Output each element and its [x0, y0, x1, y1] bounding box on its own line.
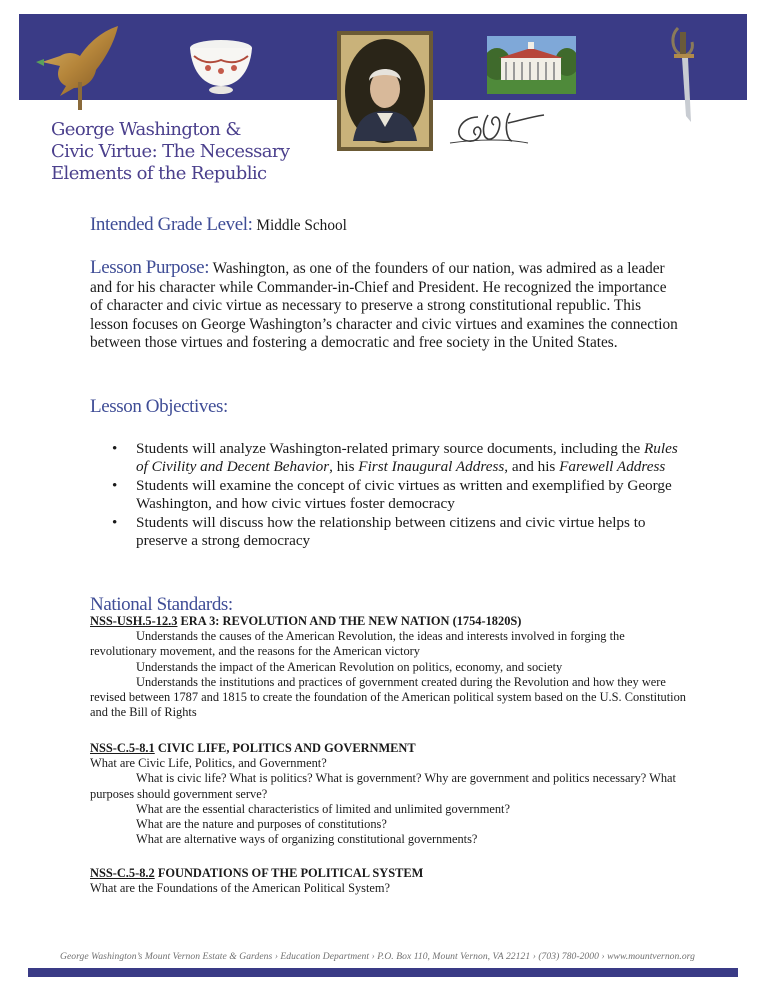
sword-icon	[668, 24, 704, 124]
lesson-objectives-heading: Lesson Objectives:	[90, 396, 228, 417]
grade-level	[90, 214, 347, 236]
standard-block-2: NSS-C.5-8.1 CIVIC LIFE, POLITICS AND GOVERNMENT What are Civic Life, Politics, and Government? What is civic life? What is politics? What is government? Why are government and politics necessary? What purposes should government serve? What are the essential characteristics of limited and unlimited government? What are the nature and purposes of constitutions? What are alternative ways of organizing constitutional governments?	[90, 741, 676, 847]
standard-block-3: NSS-C.5-8.2 FOUNDATIONS OF THE POLITICAL SYSTEM What are the Foundations of the American Political System?	[90, 866, 424, 896]
bullet-icon: •	[112, 476, 118, 494]
title-line-3: Elements of the Republic	[51, 163, 267, 184]
title-line-2: Civic Virtue: The Necessary	[51, 141, 290, 162]
objective-item: • Students will discuss how the relationship between citizens and civic virtue helps to preserve a strong democracy	[112, 513, 646, 550]
bullet-icon: •	[112, 440, 118, 457]
lesson-purpose-label: Lesson Purpose:	[90, 257, 210, 278]
washington-portrait-icon	[337, 31, 433, 151]
dove-weathervane-icon	[30, 22, 125, 110]
standard-code: NSS-C.5-8.1	[90, 741, 155, 755]
standard-block-1: NSS-USH.5-12.3 ERA 3: REVOLUTION AND THE NEW NATION (1754-1820S) Understands the causes of the American Revolution, the ideas and interests involved in forging the revolutionary movement, and the reasons for the American victory Understands the impact of the American Revolution on politics, economy, and society Understands the institutions and practices of government created during the Revolution and how they were revised between 1787 and 1815 to create the foundation of the American political system based on the U.S. Constitution and the Bill of Rights	[90, 614, 686, 720]
mount-vernon-mansion-icon	[487, 36, 576, 94]
national-standards-heading: National Standards:	[90, 594, 233, 615]
grade-level-value: Middle School	[252, 217, 347, 234]
bullet-icon: •	[112, 513, 118, 531]
standard-title: ERA 3: REVOLUTION AND THE NEW NATION (1754-1820S)	[177, 614, 522, 628]
objective-item: • Students will analyze Washington-related primary source documents, including the Rules of Civility and Decent Behavior, his First Inaugural Address, and his Farewell Address	[112, 440, 678, 476]
objectives-list	[110, 440, 684, 550]
gw-signature-icon	[448, 109, 548, 153]
footer-bar	[28, 968, 738, 977]
standard-title: CIVIC LIFE, POLITICS AND GOVERNMENT	[154, 741, 416, 755]
standard-code: NSS-C.5-8.2	[90, 866, 155, 880]
footer-address: George Washington’s Mount Vernon Estate & Gardens › Education Department › P.O. Box 110, Mount Vernon, VA 22121 › (703) 780-2000 › www.mountvernon.org	[60, 951, 695, 962]
grade-level-label: Intended Grade Level:	[90, 214, 253, 235]
lesson-purpose-text: Washington, as one of the founders of our nation, was admired as a leader and for his character while Commander-in-Chief and President. He recognized the importance of character and civic virtue as necessary to preserve a strong constitutional republic. This lesson focuses on George Washington’s character and civic virtues and examines the connection between those virtues and fostering a democratic and free society in the United States.	[90, 260, 678, 352]
objective-item: • Students will examine the concept of civic virtues as written and exemplified by George Washington, and how civic virtues foster democracy	[112, 476, 672, 513]
standard-title: FOUNDATIONS OF THE POLITICAL SYSTEM	[154, 866, 424, 880]
standard-code: NSS-USH.5-12.3	[90, 614, 178, 628]
title-line-1: George Washington &	[51, 119, 241, 140]
page-title	[51, 119, 289, 185]
lesson-purpose	[90, 259, 682, 353]
porcelain-bowl-icon	[188, 38, 254, 98]
